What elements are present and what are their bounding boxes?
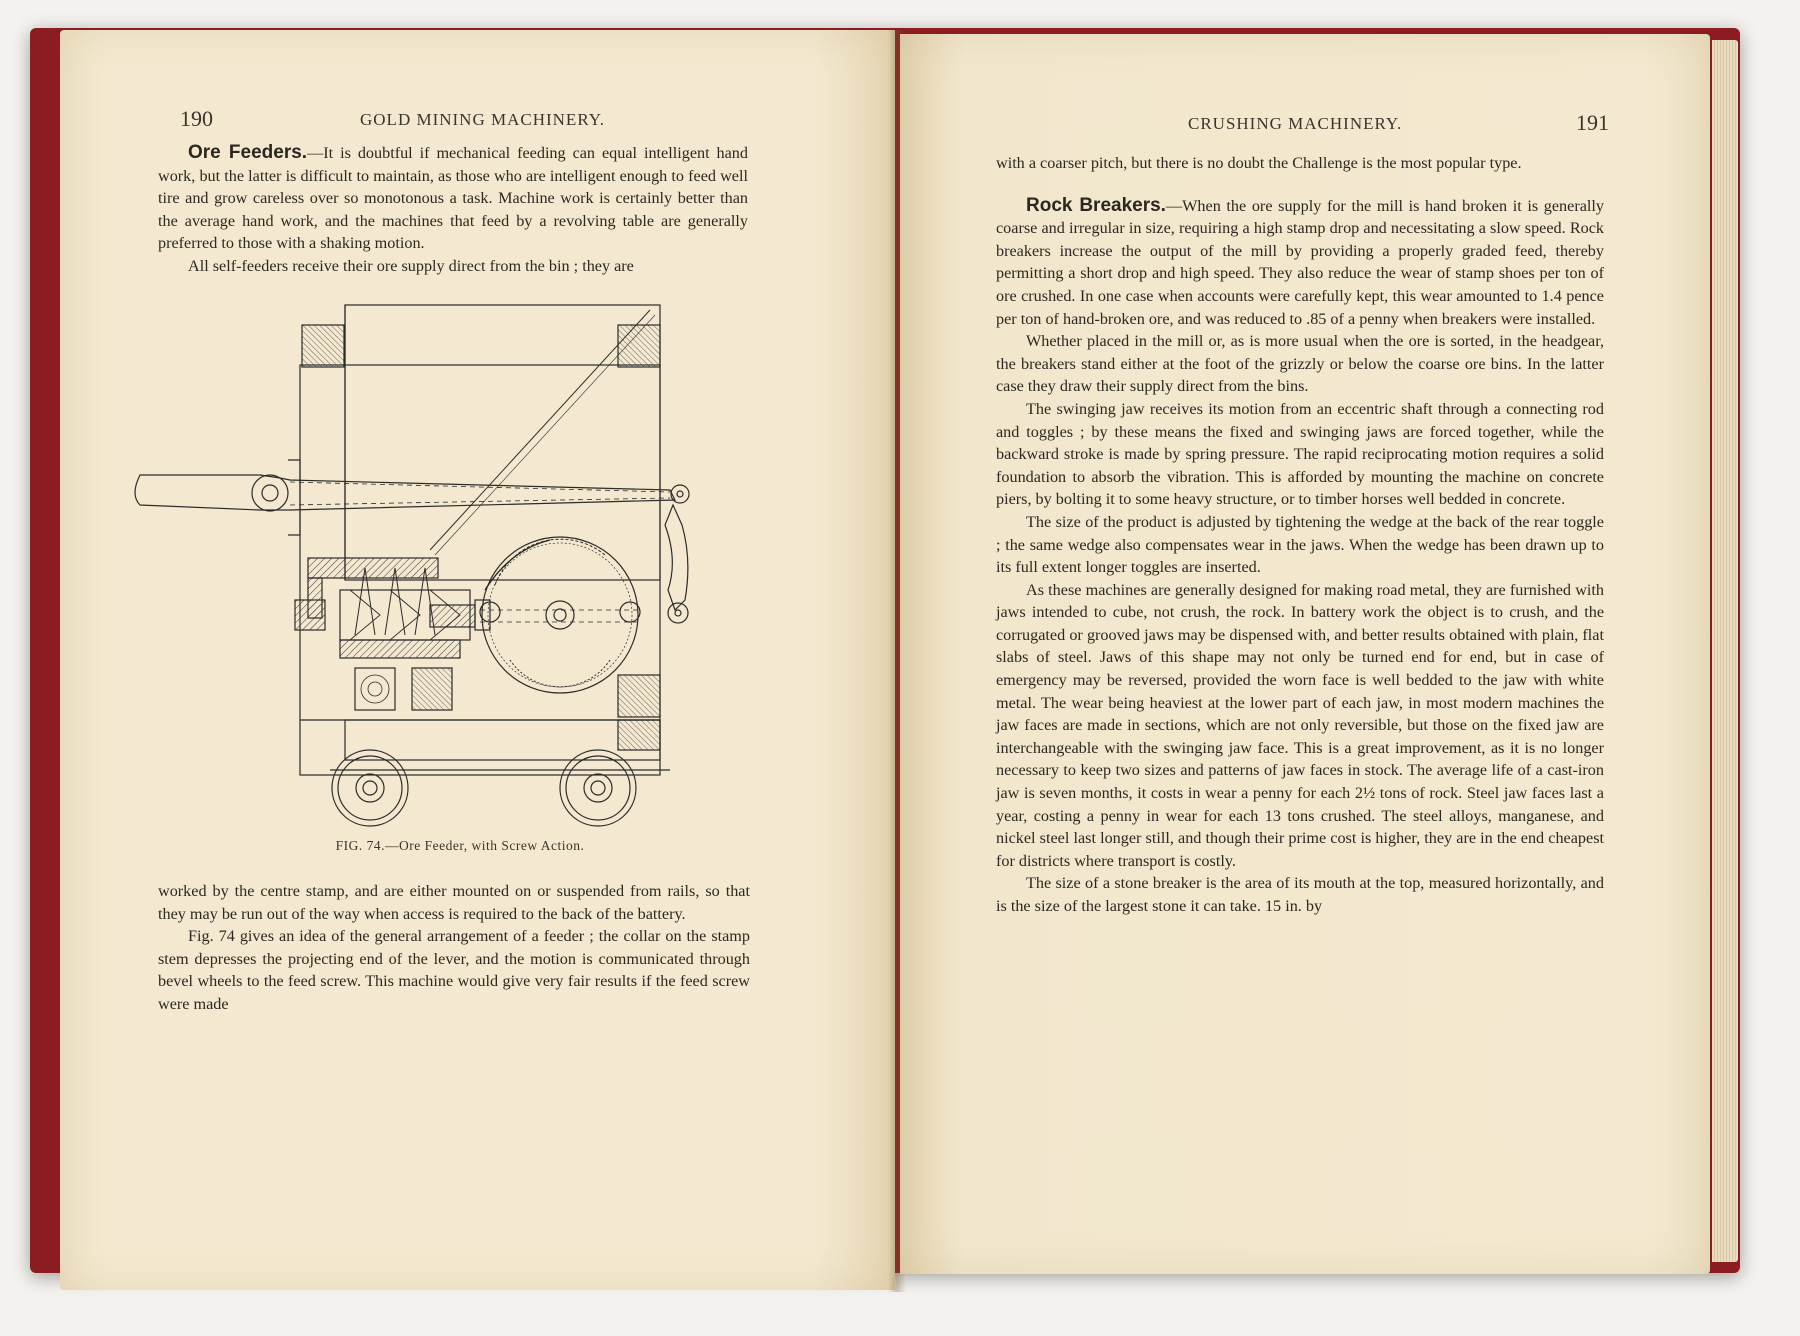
paragraph-worked-by: worked by the centre stamp, and are either mounted on or suspended from rails, so that they may be run out of the way when access is required to the back of the battery. — [158, 882, 750, 923]
left-text-top — [158, 142, 748, 278]
section-heading-rock-breakers: Rock Breakers. — [1026, 194, 1166, 216]
running-head-left: GOLD MINING MACHINERY. — [360, 110, 606, 129]
paragraph-text: —When the ore supply for the mill is hand broken it is generally coarse and irregular in size, requiring a high stamp drop and necessitating a slow speed. Rock breakers increase the output of the mill by providing a properly graded feed, thereby permitting a short drop and high speed. They also reduce the wear of stamp shoes per ton of ore crushed. In one case when accounts were carefully kept, this wear amounted to 1.4 pence per ton of hand-broken ore, and was reduced to .85 of a penny when breakers were installed. — [996, 196, 1604, 328]
left-page — [60, 30, 895, 1290]
figure-caption: FIG. 74.—Ore Feeder, with Screw Action. — [335, 838, 585, 853]
left-text-bottom — [158, 880, 750, 1016]
paragraph-road-metal: As these machines are generally designed for making road metal, they are furnished with jaws intended to cube, not crush, the rock. In battery work the object is to crush, and the corrugated or grooved jaws may be dispensed with, and better results obtained with plain, flat slabs of steel. Jaws of this shape may not only be turned end for end, but in case of emergency may be reversed, provided the worn face is well bedded to the jaw with white metal. The wear being heaviest at the lower part of each jaw, in most modern machines the jaw faces are made in sections, which are not only reversible, but those on the fixed jaw are interchangeable with the swinging jaw face. This is a great improvement, as it is no longer necessary to keep two sizes and patterns of jaw faces in stock. The average life of a cast-iron jaw is seven months, it costs in wear a penny for each 2½ tons of rock. Steel jaw faces last a year, costing a penny in wear for each 13 tons crushed. The steel alloys, manganese, and nickel steel last longer still, and though their prime cost is higher, they are in the end cheapest for districts where transport is costly. — [996, 580, 1604, 870]
paragraph-continuation: with a coarser pitch, but there is no doubt the Challenge is the most popular type. — [996, 154, 1522, 172]
ore-feeder-diagram — [130, 300, 790, 880]
paragraph-swinging-jaw: The swinging jaw receives its motion from an eccentric shaft through a connecting rod and toggles ; by these means the fixed and swinging jaws are forced together, while the backward stroke is made by spring pressure. The rapid reciprocating motion requires a solid foundation to absorb the vibration. This is afforded by mounting the machine on concrete piers, by bolting it to some heavy structure, or to timber horses well bedded in concrete. — [996, 399, 1604, 509]
page-edges — [1712, 40, 1738, 1262]
paragraph-product-size: The size of the product is adjusted by tightening the wedge at the back of the rear toggle ; the same wedge also compensates wear in the jaws. When the wedge has been drawn up to its full extent longer toggles are inserted. — [996, 512, 1604, 577]
running-head-right: CRUSHING MACHINERY. — [1188, 114, 1403, 133]
paragraph-stone-breaker-size: The size of a stone breaker is the area of its mouth at the top, measured horizontally, and is the size of the largest stone it can take. 15 in. by — [996, 874, 1604, 915]
paragraph-fig74: Fig. 74 gives an idea of the general arrangement of a feeder ; the collar on the stamp stem depresses the projecting end of the lever, and the motion is communicated through bevel wheels to the feed screw. This machine would give very fair results if the feed screw were made — [158, 927, 750, 1013]
section-heading-ore-feeders: Ore Feeders. — [188, 142, 308, 163]
paragraph-text: —It is doubtful if mechanical feeding can equal intelligent hand work, but the latter is difficult to maintain, as those who are intelligent enough to feed well tire and grow careless over so monotonous a task. Machine work is certainly better than the average hand work, and the machines that feed by a revolving table are generally preferred to those with a shaking motion. — [158, 144, 748, 253]
right-text — [996, 152, 1604, 918]
page-number-right: 191 — [1576, 110, 1609, 135]
right-page — [900, 34, 1710, 1274]
paragraph-rock-breakers — [996, 195, 1604, 331]
paragraph-self-feeders: All self-feeders receive their ore supply direct from the bin ; they are — [188, 256, 634, 275]
paragraph-ore-feeders — [158, 142, 748, 255]
paragraph-placement: Whether placed in the mill or, as is more usual when the ore is sorted, in the headgear, the breakers stand either at the foot of the grizzly or below the coarse ore bins. In the latter case they draw their supply direct from the bins. — [996, 332, 1604, 396]
page-number-left: 190 — [180, 106, 213, 131]
